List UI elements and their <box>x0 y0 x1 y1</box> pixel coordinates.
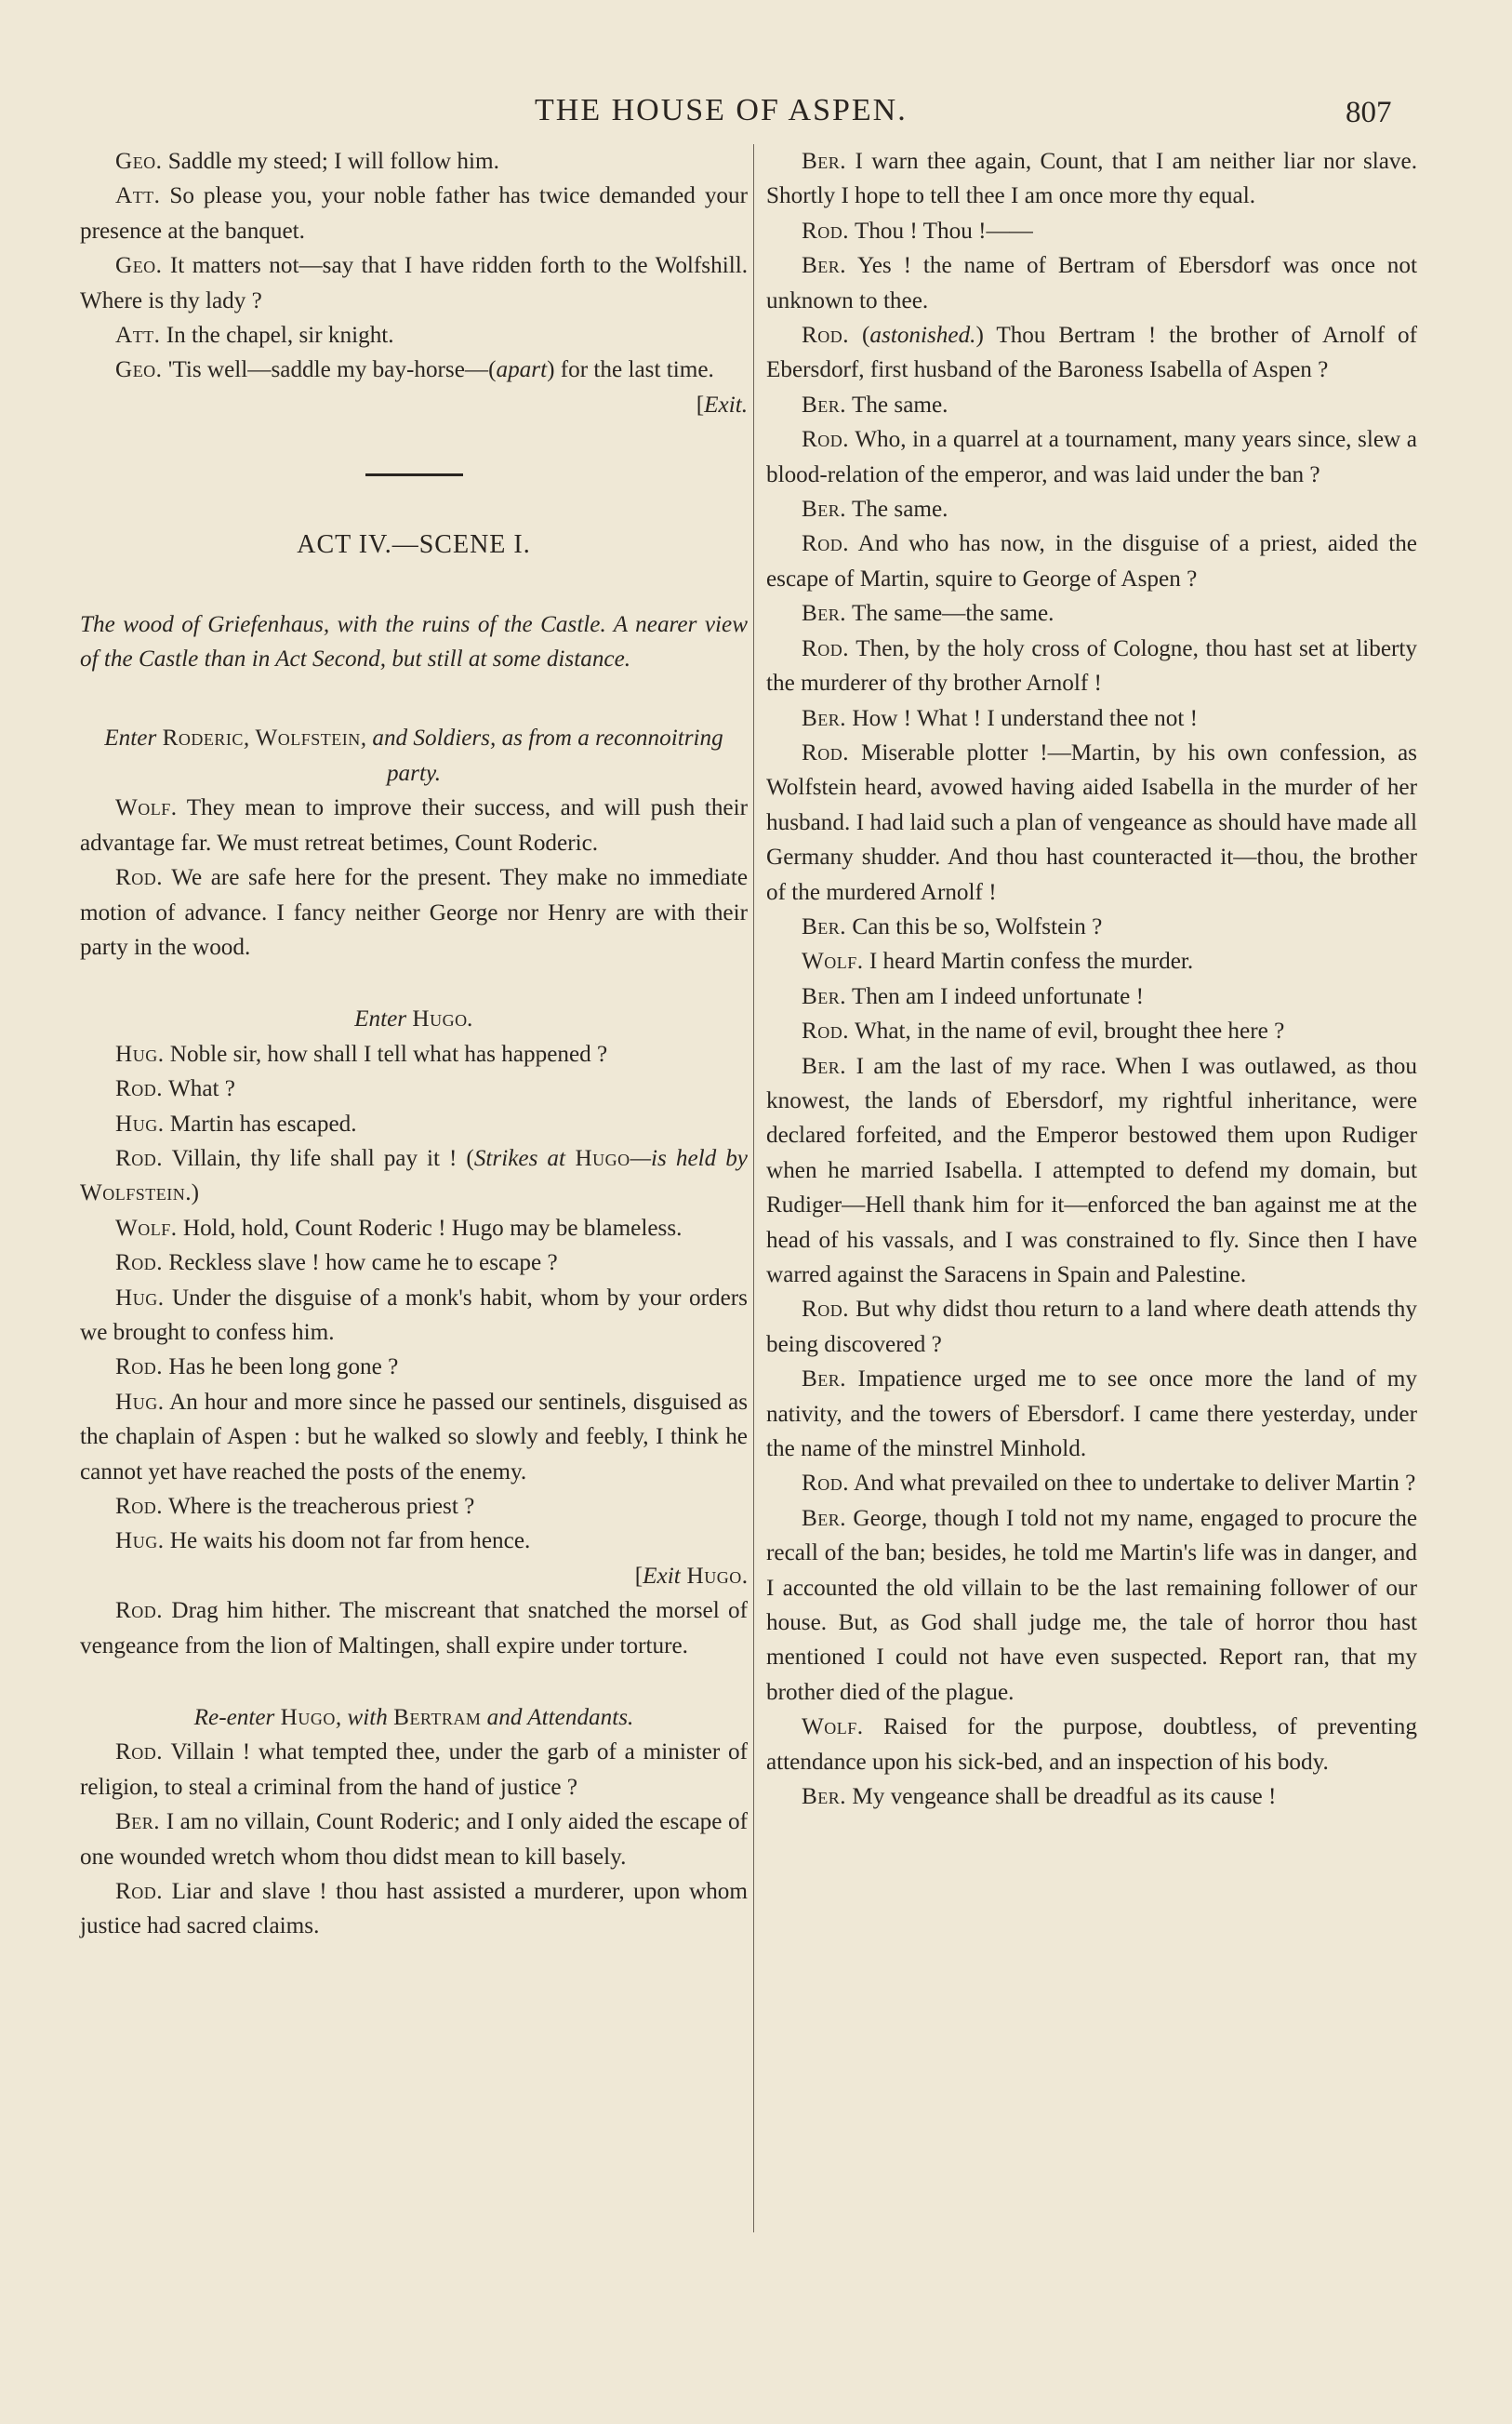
speech-text: George, though I told not my name, engaged to procure the recall of the ban; besides, he told me Martin's life was in danger, and I accounted the old villain to be the last remaining follower of our house. But, as God shall judge me, the tale of horror thou hast mentioned I could not have even suspected. Report ran, that my brother died of the plague. <box>766 1505 1417 1705</box>
speech-line <box>80 144 748 179</box>
speech-line <box>80 1107 748 1141</box>
character-name: Wolfstein <box>255 726 361 752</box>
speech-text: How ! What ! I understand thee not ! <box>846 705 1199 731</box>
speaker: Rod. <box>115 865 164 891</box>
speech-text: What ? <box>163 1076 235 1102</box>
speech-text: Hold, hold, Count Roderic ! Hugo may be blameless. <box>177 1215 683 1241</box>
speech-line <box>80 1037 748 1072</box>
speech-text: Under the disguise of a monk's habit, whom by your orders we brought to confess him. <box>80 1285 748 1345</box>
speech-line <box>766 1292 1417 1362</box>
speaker: Rod. <box>115 1250 164 1276</box>
setting-text: A nearer view of the Castle than in Act Second, but still at some distance. <box>80 611 748 673</box>
speech-text: Then, by the holy cross of Cologne, thou hast set at liberty the murderer of thy brother Arnolf ! <box>766 635 1417 697</box>
speech-line <box>766 388 1417 422</box>
speaker: Rod. <box>802 1471 850 1497</box>
speech-line <box>766 979 1417 1014</box>
speech-text: Reckless slave ! how came he to escape ? <box>163 1250 558 1276</box>
stage-direction: Exit. <box>704 392 748 418</box>
speech-line <box>80 1805 748 1874</box>
speaker: Hug. <box>115 1389 165 1415</box>
character-name: Wolfstein <box>80 1180 186 1206</box>
speaker: Rod. <box>115 1145 164 1171</box>
entrance-direction <box>80 1700 748 1735</box>
speech-line <box>80 179 748 248</box>
bracket: [ <box>696 392 705 418</box>
speech-line <box>766 248 1417 318</box>
speech-text: They mean to improve their success, and will push their advantage far. We must retreat betimes, Count Roderic. <box>80 795 748 856</box>
speech-line <box>80 353 748 387</box>
speaker: Rod. <box>802 739 850 766</box>
speech-text: And who has now, in the disguise of a priest, aided the escape of Martin, squire to George of Aspen ? <box>766 531 1417 592</box>
speech-text: .) <box>185 1180 199 1206</box>
speaker: Att. <box>115 323 161 349</box>
speaker: Rod. <box>115 1354 164 1380</box>
speaker: Geo. <box>115 253 163 279</box>
speech-line <box>80 1281 748 1351</box>
direction-text: Re-enter <box>193 1705 281 1731</box>
speech-text: In the chapel, sir knight. <box>160 323 394 349</box>
character-name: Hugo <box>564 1145 630 1171</box>
speech-text: 'Tis well—saddle my bay-horse—( <box>162 357 497 383</box>
speech-text: Then am I indeed unfortunate ! <box>846 983 1144 1009</box>
entrance-direction <box>80 1002 748 1036</box>
speech-text: I heard Martin confess the murder. <box>863 949 1194 975</box>
speech-text: But why didst thou return to a land where death attends thy being discovered ? <box>766 1297 1417 1357</box>
speech-line <box>80 1524 748 1558</box>
speech-line <box>80 1245 748 1280</box>
speaker: Rod. <box>802 635 850 661</box>
speech-line <box>766 1049 1417 1293</box>
page-number: 807 <box>1346 96 1392 129</box>
speech-text: Drag him hither. The miscreant that snatched the morsel of vengeance from the lion of Maltingen, shall expire under torture. <box>80 1598 748 1658</box>
speaker: Hug. <box>115 1041 165 1067</box>
speaker: Att. <box>115 183 161 209</box>
speaker: Wolf. <box>802 949 864 975</box>
speaker: Ber. <box>802 705 847 731</box>
speech-text: And what prevailed on thee to undertake to deliver Martin ? <box>849 1471 1416 1497</box>
exit-direction <box>80 1559 748 1593</box>
character-name: Hugo <box>680 1563 742 1589</box>
speech-text: The same. <box>846 392 948 418</box>
speech-text: It matters not—say that I have ridden forth to the Wolfshill. Where is thy lady ? <box>80 253 748 313</box>
speaker: Wolf. <box>115 1215 178 1241</box>
speech-text: Miserable plotter !—Martin, by his own confession, as Wolfstein heard, avowed having aided Isabella in the murder of her husband. I had laid such a plan of vengeance as should have made all Germany shudder. And thou hast counteracted it—thou, the brother of the murdered Arnolf ! <box>766 739 1417 905</box>
speaker: Geo. <box>115 357 163 383</box>
speech-line <box>766 1362 1417 1466</box>
speaker: Wolf. <box>115 795 178 821</box>
speech-line <box>766 1014 1417 1048</box>
speech-line <box>766 944 1417 979</box>
speech-line <box>766 736 1417 910</box>
character-name: Bertram <box>393 1705 482 1731</box>
speaker: Rod. <box>802 323 850 349</box>
running-title: THE HOUSE OF ASPEN. <box>535 93 908 127</box>
speech-line <box>766 422 1417 492</box>
stage-direction: —is held by <box>630 1145 748 1171</box>
entrance-direction <box>80 721 748 791</box>
speaker: Ber. <box>802 983 847 1009</box>
speech-line <box>766 144 1417 214</box>
speaker: Rod. <box>802 218 850 244</box>
speaker: Ber. <box>802 601 847 627</box>
speech-text: Where is the treacherous priest ? <box>163 1494 475 1519</box>
speech-text: ( <box>849 323 870 349</box>
speaker: Geo. <box>115 149 163 174</box>
speech-text: Yes ! the name of Bertram of Ebersdorf was once not unknown to thee. <box>766 253 1417 313</box>
right-column <box>766 144 1417 1815</box>
speech-text: Noble sir, how shall I tell what has happened ? <box>164 1041 608 1067</box>
speaker: Rod. <box>115 1739 164 1765</box>
speech-line <box>766 526 1417 596</box>
speech-text: We are safe here for the present. They make no immediate motion of advance. I fancy neither George nor Henry are with their party in the wood. <box>80 865 748 960</box>
speech-line <box>766 1710 1417 1779</box>
speaker: Rod. <box>802 1297 850 1323</box>
left-column <box>80 144 748 1944</box>
character-name: Roderic <box>162 726 244 752</box>
speech-text: What, in the name of evil, brought thee here ? <box>849 1019 1285 1045</box>
speaker: Rod. <box>115 1076 164 1102</box>
speech-line <box>80 248 748 318</box>
speech-line <box>766 214 1417 248</box>
direction-text: , and Soldiers, as from a reconnoitring party. <box>360 726 723 786</box>
speaker: Ber. <box>802 1053 847 1079</box>
speaker: Ber. <box>802 913 847 939</box>
speech-line <box>766 1779 1417 1814</box>
speech-line <box>80 1072 748 1106</box>
speech-text: ) for the last time. <box>547 357 714 383</box>
punctuation: . <box>741 1563 748 1589</box>
speech-text: He waits his doom not far from hence. <box>164 1528 531 1554</box>
speech-text: Villain ! what tempted thee, under the garb of a minister of religion, to steal a criminal from the hand of justice ? <box>80 1739 748 1800</box>
stage-direction: Strikes at <box>473 1145 565 1171</box>
speech-text: My vengeance shall be dreadful as its cause ! <box>846 1784 1277 1810</box>
bracket: [ <box>634 1563 643 1589</box>
speech-text: The same—the same. <box>846 601 1054 627</box>
speaker: Ber. <box>802 253 847 279</box>
speech-line <box>766 910 1417 944</box>
speech-text: I am no villain, Count Roderic; and I only aided the escape of one wounded wretch whom thou didst mean to kill basely. <box>80 1809 748 1870</box>
column-divider <box>753 144 754 2232</box>
speech-line <box>80 1489 748 1524</box>
speech-text: So please you, your noble father has twice demanded your presence at the banquet. <box>80 183 748 244</box>
setting-text: The wood of Griefenhaus, with the ruins of the Castle. <box>80 611 606 637</box>
speech-line <box>80 1874 748 1944</box>
exit-direction <box>80 388 748 422</box>
speech-line <box>80 1350 748 1384</box>
speech-text: Raised for the purpose, doubtless, of preventing attendance upon his sick-bed, and an inspection of his body. <box>766 1714 1417 1775</box>
speaker: Ber. <box>802 149 847 174</box>
character-name: Hugo <box>412 1006 468 1032</box>
section-rule <box>365 473 463 476</box>
speech-text: Villain, thy life shall pay it ! ( <box>163 1145 474 1171</box>
speech-line <box>80 318 748 353</box>
speaker: Rod. <box>802 531 850 557</box>
direction-text: and Attendants. <box>481 1705 634 1731</box>
speaker: Rod. <box>115 1494 164 1519</box>
speech-line <box>80 1593 748 1663</box>
speech-text: Martin has escaped. <box>164 1111 357 1137</box>
speaker: Hug. <box>115 1111 165 1137</box>
speaker: Rod. <box>802 427 850 453</box>
speech-line <box>766 492 1417 526</box>
stage-direction: Exit <box>643 1563 681 1589</box>
direction-text: , with <box>335 1705 394 1731</box>
speaker: Ber. <box>802 1366 847 1392</box>
speech-text: Can this be so, Wolfstein ? <box>846 913 1103 939</box>
character-name: Hugo <box>280 1705 336 1731</box>
speech-text: Impatience urged me to see once more the land of my nativity, and the towers of Ebersdorf. I came there yesterday, under the name of the minstrel Minhold. <box>766 1366 1417 1462</box>
speech-line <box>80 1211 748 1245</box>
speaker: Ber. <box>802 1784 847 1810</box>
speech-text: Liar and slave ! thou hast assisted a murderer, upon whom justice had sacred claims. <box>80 1879 748 1939</box>
direction-text: , <box>243 726 256 752</box>
speech-text: Has he been long gone ? <box>163 1354 399 1380</box>
speaker: Ber. <box>802 1505 847 1531</box>
speech-line <box>80 860 748 965</box>
speaker: Wolf. <box>802 1714 864 1740</box>
speech-text: The same. <box>846 497 948 523</box>
speech-line <box>80 1385 748 1489</box>
act-heading: ACT IV.—SCENE I. <box>297 530 531 560</box>
stage-direction: astonished. <box>869 323 976 349</box>
direction-text: . <box>467 1006 473 1032</box>
speech-text: ) Thou Bertram ! the brother of Arnolf of Ebersdorf, first husband of the Baroness Isabella of Aspen ? <box>766 323 1417 383</box>
speaker: Ber. <box>115 1809 161 1835</box>
speech-text: I warn thee again, Count, that I am neither liar nor slave. Shortly I hope to tell thee I am once more thy equal. <box>766 149 1417 209</box>
speech-line <box>80 1735 748 1805</box>
speech-line <box>766 596 1417 631</box>
speech-line <box>766 632 1417 701</box>
speaker: Rod. <box>115 1598 164 1624</box>
direction-text: Enter <box>104 726 163 752</box>
speech-text: An hour and more since he passed our sentinels, disguised as the chaplain of Aspen : but he walked so slowly and feebly, I think he cannot yet have reached the posts of the enemy. <box>80 1389 748 1485</box>
scene-setting <box>80 607 748 677</box>
stage-direction: apart <box>496 357 548 383</box>
speech-text: I am the last of my race. When I was outlawed, as thou knowest, the lands of Ebersdorf, my rightful inheritance, were declared forfeited, and the Emperor bestowed them upon Rudiger when he married Isabella. I attempted to defend my domain, but Rudiger—Hell thank him for it—enforced the ban against me at the head of his vassals, and I was constrained to fly. Since then I have warred against the Saracens in Spain and Palestine. <box>766 1053 1417 1287</box>
speech-text: Thou ! Thou !—— <box>849 218 1033 244</box>
speaker: Ber. <box>802 497 847 523</box>
speaker: Ber. <box>802 392 847 418</box>
speech-line <box>766 701 1417 736</box>
speaker: Hug. <box>115 1528 165 1554</box>
speaker: Rod. <box>115 1879 164 1905</box>
speech-line <box>766 1501 1417 1710</box>
speech-text: Saddle my steed; I will follow him. <box>162 149 499 174</box>
speech-line <box>766 318 1417 388</box>
speech-line <box>766 1466 1417 1500</box>
speech-line <box>80 1141 748 1211</box>
speaker: Hug. <box>115 1285 165 1311</box>
speech-text: Who, in a quarrel at a tournament, many years since, slew a blood-relation of the emperor, and was laid under the ban ? <box>766 427 1417 487</box>
speech-line <box>80 791 748 860</box>
speaker: Rod. <box>802 1019 850 1045</box>
direction-text: Enter <box>354 1006 413 1032</box>
